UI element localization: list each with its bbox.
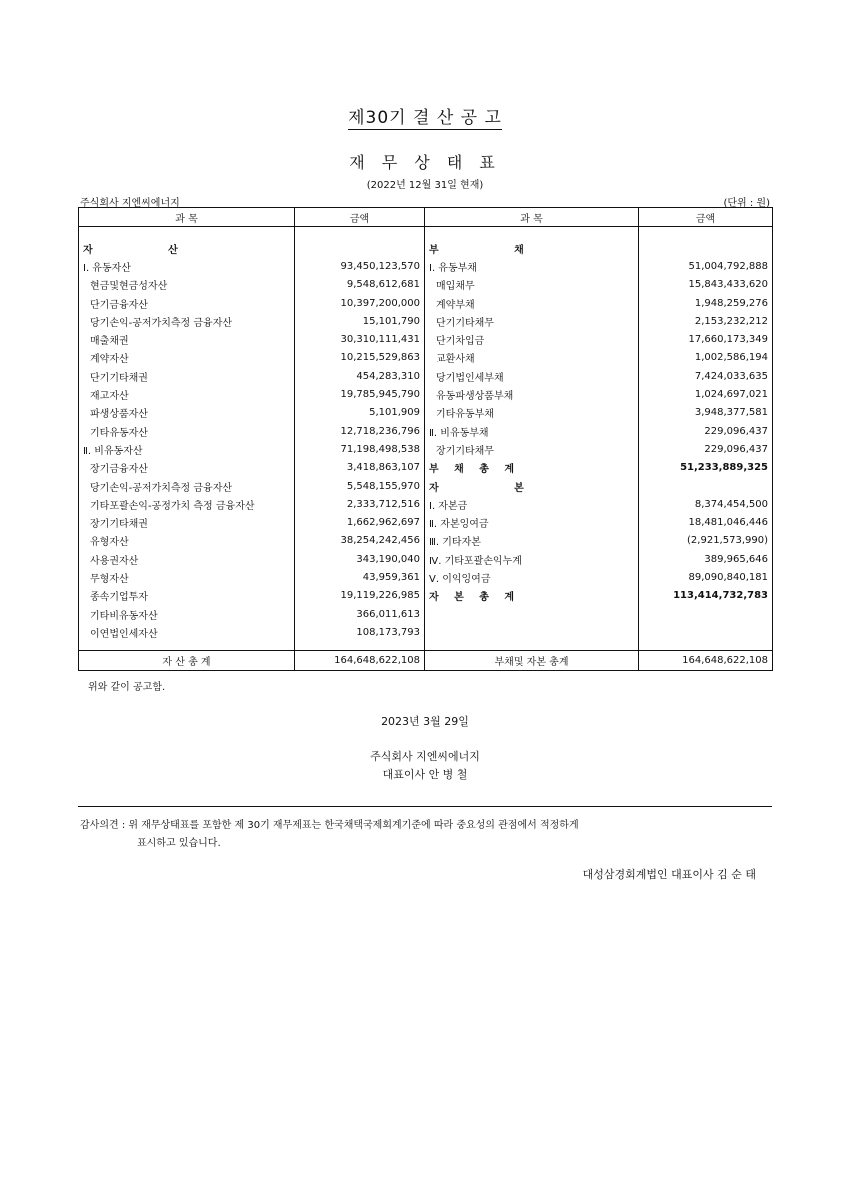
notice-statement: 위와 같이 공고함. [88, 682, 166, 693]
total-assets-amount: 164,648,622,108 [295, 650, 425, 670]
liability-equity-amount-cell: 15,843,433,620 [639, 276, 773, 294]
notice-title: 제30기 결 산 공 고 [348, 108, 502, 128]
currency-unit: (단위 : 원) [723, 198, 770, 209]
statement-title: 재 무 상 태 표 [349, 153, 501, 172]
header-account-right: 과 목 [425, 208, 639, 227]
header-amount-left: 금액 [295, 208, 425, 227]
audit-opinion-line-2: 표시하고 있습니다. [137, 838, 221, 849]
totals-row [79, 650, 773, 670]
spacer-cell [295, 227, 425, 240]
signature-company: 주식회사 지엔씨에너지 [370, 750, 480, 763]
asset-amount-cell: 5,101,909 [295, 404, 425, 422]
liability-equity-amount-cell: 18,481,046,446 [639, 513, 773, 531]
asset-account-cell: 유형자산 [79, 532, 295, 550]
liability-equity-amount-cell: 8,374,454,500 [639, 495, 773, 513]
liability-equity-account-cell: 부 채 [425, 239, 639, 257]
table-row [79, 550, 773, 568]
asset-account-cell: 계약자산 [79, 349, 295, 367]
liability-equity-account-cell: Ⅲ. 기타자본 [425, 532, 639, 550]
liability-equity-amount-cell: 1,002,586,194 [639, 349, 773, 367]
table-row [79, 587, 773, 605]
asset-account-cell: 현금및현금성자산 [79, 276, 295, 294]
asset-amount-cell: 5,548,155,970 [295, 477, 425, 495]
spacer-cell [425, 227, 639, 240]
table-row [79, 367, 773, 385]
liability-equity-account-cell: 부 채 총 계 [425, 459, 639, 477]
asset-account-cell: 당기손익-공저가치측정 금융자산 [79, 477, 295, 495]
asset-account-cell: 종속기업투자 [79, 587, 295, 605]
asset-amount-cell: 1,662,962,697 [295, 513, 425, 531]
liability-equity-amount-cell: 51,233,889,325 [639, 459, 773, 477]
asset-amount-cell: 43,959,361 [295, 568, 425, 586]
asset-amount-cell: 454,283,310 [295, 367, 425, 385]
liability-equity-account-cell: 자 본 [425, 477, 639, 495]
liability-equity-amount-cell: 89,090,840,181 [639, 568, 773, 586]
asset-account-cell: 재고자산 [79, 385, 295, 403]
asset-amount-cell: 366,011,613 [295, 605, 425, 623]
liability-equity-account-cell: 교환사채 [425, 349, 639, 367]
spacer-row [79, 227, 773, 240]
table-row [79, 404, 773, 422]
table-row [79, 513, 773, 531]
liability-equity-account-cell [425, 605, 639, 623]
liability-equity-amount-cell [639, 605, 773, 623]
asset-amount-cell: 10,215,529,863 [295, 349, 425, 367]
audit-opinion-line-1: 감사의견 : 위 재무상태표를 포함한 제 30기 재무제표는 한국채택국제회계기준에 따라 중요성의 관점에서 적정하게 [80, 820, 579, 831]
spacer-cell [79, 227, 295, 240]
liability-equity-amount-cell [639, 623, 773, 641]
spacer-row [79, 642, 773, 651]
table-row [79, 349, 773, 367]
total-assets-label: 자 산 총 계 [79, 650, 295, 670]
liability-equity-amount-cell: 7,424,033,635 [639, 367, 773, 385]
asset-account-cell: 사용권자산 [79, 550, 295, 568]
asset-amount-cell: 3,418,863,107 [295, 459, 425, 477]
signature-ceo: 대표이사 안 병 철 [382, 768, 468, 781]
liability-equity-account-cell: Ⅱ. 자본잉여금 [425, 513, 639, 531]
table-row [79, 257, 773, 275]
asset-account-cell: 무형자산 [79, 568, 295, 586]
table-row [79, 385, 773, 403]
asset-account-cell: 장기기타채권 [79, 513, 295, 531]
table-row [79, 312, 773, 330]
asset-amount-cell: 71,198,498,538 [295, 440, 425, 458]
liability-equity-account-cell: Ⅳ. 기타포괄손익누계 [425, 550, 639, 568]
liability-equity-account-cell: Ⅰ. 자본금 [425, 495, 639, 513]
liability-equity-amount-cell: 51,004,792,888 [639, 257, 773, 275]
balance-sheet-table [78, 207, 773, 671]
asset-amount-cell [295, 239, 425, 257]
asset-account-cell: 매출채권 [79, 330, 295, 348]
spacer-cell [295, 642, 425, 651]
asset-account-cell: 기타비유동자산 [79, 605, 295, 623]
liability-equity-amount-cell: 1,024,697,021 [639, 385, 773, 403]
total-liabilities-equity-label: 부채및 자본 총계 [425, 650, 639, 670]
table-row [79, 294, 773, 312]
liability-equity-amount-cell [639, 477, 773, 495]
liability-equity-account-cell: 자 본 총 계 [425, 587, 639, 605]
liability-equity-account-cell: 매입채무 [425, 276, 639, 294]
asset-amount-cell: 10,397,200,000 [295, 294, 425, 312]
company-name: 주식회사 지엔씨에너지 [80, 198, 180, 209]
header-amount-right: 금액 [639, 208, 773, 227]
table-row [79, 459, 773, 477]
liability-equity-account-cell: Ⅴ. 이익잉여금 [425, 568, 639, 586]
table-body [79, 227, 773, 671]
asset-account-cell: 이연법인세자산 [79, 623, 295, 641]
asset-account-cell: 단기기타채권 [79, 367, 295, 385]
spacer-cell [639, 642, 773, 651]
asset-amount-cell: 12,718,236,796 [295, 422, 425, 440]
asset-amount-cell: 19,785,945,790 [295, 385, 425, 403]
table-row [79, 495, 773, 513]
table-row [79, 276, 773, 294]
liability-equity-account-cell: 계약부채 [425, 294, 639, 312]
asset-amount-cell: 2,333,712,516 [295, 495, 425, 513]
spacer-cell [425, 642, 639, 651]
table-row [79, 605, 773, 623]
asset-amount-cell: 108,173,793 [295, 623, 425, 641]
table-row [79, 330, 773, 348]
liability-equity-account-cell: Ⅱ. 비유동부채 [425, 422, 639, 440]
table-header-row [79, 208, 773, 227]
as-of-date: (2022년 12월 31일 현재) [366, 180, 484, 191]
liability-equity-amount-cell: 229,096,437 [639, 422, 773, 440]
liability-equity-account-cell: 단기기타채무 [425, 312, 639, 330]
spacer-cell [639, 227, 773, 240]
table-row [79, 422, 773, 440]
liability-equity-account-cell: Ⅰ. 유동부채 [425, 257, 639, 275]
liability-equity-amount-cell: 389,965,646 [639, 550, 773, 568]
asset-amount-cell: 15,101,790 [295, 312, 425, 330]
liability-equity-amount-cell: 113,414,732,783 [639, 587, 773, 605]
liability-equity-account-cell: 단기차입금 [425, 330, 639, 348]
divider-line [78, 806, 772, 807]
asset-amount-cell: 9,548,612,681 [295, 276, 425, 294]
asset-amount-cell: 343,190,040 [295, 550, 425, 568]
asset-amount-cell: 38,254,242,456 [295, 532, 425, 550]
asset-amount-cell: 19,119,226,985 [295, 587, 425, 605]
asset-amount-cell: 30,310,111,431 [295, 330, 425, 348]
liability-equity-amount-cell: 229,096,437 [639, 440, 773, 458]
asset-account-cell: 단기금융자산 [79, 294, 295, 312]
table-row [79, 568, 773, 586]
asset-account-cell: 당기손익-공저가치측정 금융자산 [79, 312, 295, 330]
liability-equity-amount-cell [639, 239, 773, 257]
total-liabilities-equity-amount: 164,648,622,108 [639, 650, 773, 670]
liability-equity-amount-cell: (2,921,573,990) [639, 532, 773, 550]
auditor-signature: 대성삼경회계법인 대표이사 김 순 태 [582, 868, 756, 881]
asset-account-cell: 기타포괄손익-공정가치 측정 금융자산 [79, 495, 295, 513]
notice-date: 2023년 3월 29일 [381, 715, 469, 728]
liability-equity-account-cell [425, 623, 639, 641]
asset-account-cell: 자 산 [79, 239, 295, 257]
table-row [79, 440, 773, 458]
liability-equity-account-cell: 당기법인세부채 [425, 367, 639, 385]
asset-account-cell: Ⅰ. 유동자산 [79, 257, 295, 275]
liability-equity-amount-cell: 17,660,173,349 [639, 330, 773, 348]
liability-equity-amount-cell: 1,948,259,276 [639, 294, 773, 312]
table-row [79, 623, 773, 641]
table-row [79, 477, 773, 495]
liability-equity-amount-cell: 3,948,377,581 [639, 404, 773, 422]
header-account-left: 과 목 [79, 208, 295, 227]
asset-amount-cell: 93,450,123,570 [295, 257, 425, 275]
asset-account-cell: 파생상품자산 [79, 404, 295, 422]
spacer-cell [79, 642, 295, 651]
asset-account-cell: Ⅱ. 비유동자산 [79, 440, 295, 458]
asset-account-cell: 기타유동자산 [79, 422, 295, 440]
table-row [79, 239, 773, 257]
liability-equity-amount-cell: 2,153,232,212 [639, 312, 773, 330]
liability-equity-account-cell: 기타유동부채 [425, 404, 639, 422]
liability-equity-account-cell: 유동파생상품부채 [425, 385, 639, 403]
asset-account-cell: 장기금융자산 [79, 459, 295, 477]
table-row [79, 532, 773, 550]
liability-equity-account-cell: 장기기타채무 [425, 440, 639, 458]
